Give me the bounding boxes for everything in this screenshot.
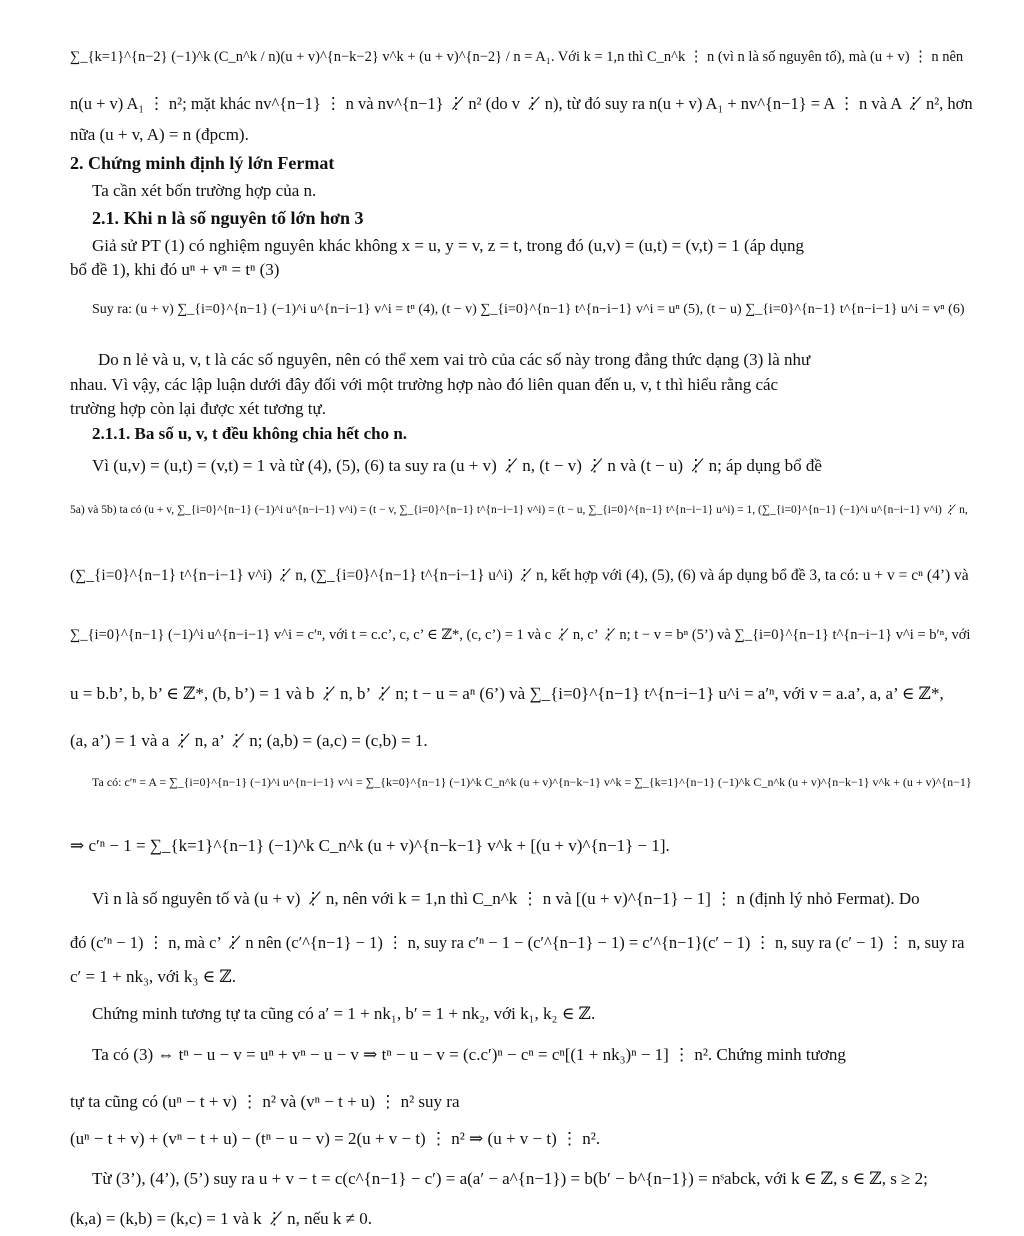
text-line-2: n(u + v) A₁ ⋮ n²; mặt khác nv^{n−1} ⋮ n và nv^{n−1} ⋮̸ n² (do v ⋮̸ n), từ đó suy ra n(u + v) A₁ + nv^{n−1} = A ⋮ n và A ⋮̸ n², hơn <box>70 94 973 113</box>
text-line-5: Ta cần xét bốn trường hợp của n. <box>92 181 317 200</box>
text-line-23: đó (c′ⁿ − 1) ⋮ n, mà c’ ⋮̸ n nên (c′^{n−1} − 1) ⋮ n, suy ra c′ⁿ − 1 − (c′^{n−1} − 1) = c′^{n−1}(c′ − 1) ⋮ n, suy ra (c′ − 1) ⋮ n, suy ra <box>70 933 965 952</box>
text-line-14: Vì (u,v) = (u,t) = (v,t) = 1 và từ (4), (5), (6) ta suy ra (u + v) ⋮̸ n, (t − v) ⋮̸ n và (t − u) ⋮̸ n; áp dụng bổ đề <box>92 456 822 475</box>
text-line-30: (k,a) = (k,b) = (k,c) = 1 và k ⋮̸ n, nếu k ≠ 0. <box>70 1209 372 1228</box>
text-line-1: ∑_{k=1}^{n−2} (−1)^k (C_n^k / n)(u + v)^{n−k−2} v^k + (u + v)^{n−2} / n = A₁. Với k = 1,n thì C_n^k ⋮ n (vì n là số nguyên tố), mà (u + v) ⋮ n nên <box>70 49 964 65</box>
text-line-11: nhau. Vì vậy, các lập luận dưới đây đối với một trường hợp nào đó liên quan đến u, v, t thì hiểu rằng các <box>70 375 779 394</box>
text-line-20: Ta có: c′ⁿ = A = ∑_{i=0}^{n−1} (−1)^i u^{n−i−1} v^i = ∑_{k=0}^{n−1} (−1)^k C_n^k (u + v)^{n−k−1} v^k = ∑_{k=1}^{n−1} (−1)^k C_n^k (u + v)^{n−k−1} v^k + (u + v)^{n−1} <box>92 775 972 789</box>
text-line-25: Chứng minh tương tự ta cũng có a′ = 1 + nk₁, b′ = 1 + nk₂, với k₁, k₂ ∈ ℤ. <box>92 1004 596 1023</box>
text-line-28: (uⁿ − t + v) + (vⁿ − t + u) − (tⁿ − u − v) = 2(u + v − t) ⋮ n² ⇒ (u + v − t) ⋮ n². <box>70 1129 601 1148</box>
text-line-26: Ta có (3) ⇔ tⁿ − u − v = uⁿ + vⁿ − u − v ⇒ tⁿ − u − v = (c.c′)ⁿ − cⁿ = cⁿ[(1 + nk₃)ⁿ − 1] ⋮ n². Chứng minh tương <box>92 1045 846 1064</box>
section-heading-2-1: 2.1. Khi n là số nguyên tố lớn hơn 3 <box>92 208 364 228</box>
text-line-17: ∑_{i=0}^{n−1} (−1)^i u^{n−i−1} v^i = c′ⁿ, với t = c.c’, c, c’ ∈ ℤ*, (c, c’) = 1 và c ⋮̸ n, c’ ⋮̸ n; t − v = bⁿ (5’) và ∑_{i=0}^{n−1} t^{n−i−1} v^i = b′ⁿ, với <box>70 627 971 643</box>
text-line-21: ⇒ c′ⁿ − 1 = ∑_{k=1}^{n−1} (−1)^k C_n^k (u + v)^{n−k−1} v^k + [(u + v)^{n−1} − 1]. <box>70 836 670 855</box>
text-line-8: bổ đề 1), khi đó uⁿ + vⁿ = tⁿ (3) <box>70 260 280 279</box>
text-line-15: 5a) và 5b) ta có (u + v, ∑_{i=0}^{n−1} (−1)^i u^{n−i−1} v^i) = (t − v, ∑_{i=0}^{n−1} t^{n−i−1} v^i) = (t − u, ∑_{i=0}^{n−1} t^{n−i−1} u^i) = 1, (∑_{i=0}^{n−1} (−1)^i u^{n−i−1} v^i) ⋮̸ n, <box>70 504 968 516</box>
text-line-10: Do n lẻ và u, v, t là các số nguyên, nên có thể xem vai trò của các số này trong đẳng thức dạng (3) là như <box>98 350 811 369</box>
text-line-29: Từ (3’), (4’), (5’) suy ra u + v − t = c(c^{n−1} − c′) = a(a′ − a^{n−1}) = b(b′ − b^{n−1}) = nˢabck, với k ∈ ℤ, s ∈ ℤ, s ≥ 2; <box>92 1169 928 1188</box>
text-line-12: trường hợp còn lại được xét tương tự. <box>70 399 326 418</box>
text-line-24: c′ = 1 + nk₃, với k₃ ∈ ℤ. <box>70 967 236 986</box>
section-heading-2-1-1: 2.1.1. Ba số u, v, t đều không chia hết cho n. <box>92 424 408 443</box>
text-line-9: Suy ra: (u + v) ∑_{i=0}^{n−1} (−1)^i u^{n−i−1} v^i = tⁿ (4), (t − v) ∑_{i=0}^{n−1} t^{n−i−1} v^i = uⁿ (5), (t − u) ∑_{i=0}^{n−1} t^{n−i−1} u^i = vⁿ (6) <box>92 302 965 317</box>
section-heading-2: 2. Chứng minh định lý lớn Fermat <box>70 153 335 173</box>
text-line-19: (a, a’) = 1 và a ⋮̸ n, a’ ⋮̸ n; (a,b) = (a,c) = (c,b) = 1. <box>70 731 428 750</box>
text-line-22: Vì n là số nguyên tố và (u + v) ⋮̸ n, nên với k = 1,n thì C_n^k ⋮ n và [(u + v)^{n−1} − 1] ⋮ n (định lý nhỏ Fermat). Do <box>92 889 920 908</box>
text-line-27: tự ta cũng có (uⁿ − t + v) ⋮ n² và (vⁿ − t + u) ⋮ n² suy ra <box>70 1092 460 1111</box>
text-line-16: (∑_{i=0}^{n−1} t^{n−i−1} v^i) ⋮̸ n, (∑_{i=0}^{n−1} t^{n−i−1} u^i) ⋮̸ n, kết hợp với (4), (5), (6) và áp dụng bổ đề 3, ta có: u + v = cⁿ (4’) và <box>70 567 969 584</box>
text-line-3: nữa (u + v, A) = n (đpcm). <box>70 125 249 144</box>
text-line-18: u = b.b’, b, b’ ∈ ℤ*, (b, b’) = 1 và b ⋮̸ n, b’ ⋮̸ n; t − u = aⁿ (6’) và ∑_{i=0}^{n−1} t^{n−i−1} u^i = a′ⁿ, với v = a.a’, a, a’ ∈ ℤ*, <box>70 684 944 703</box>
text-line-7: Giả sử PT (1) có nghiệm nguyên khác không x = u, y = v, z = t, trong đó (u,v) = (u,t) = (v,t) = 1 (áp dụng <box>92 236 804 255</box>
